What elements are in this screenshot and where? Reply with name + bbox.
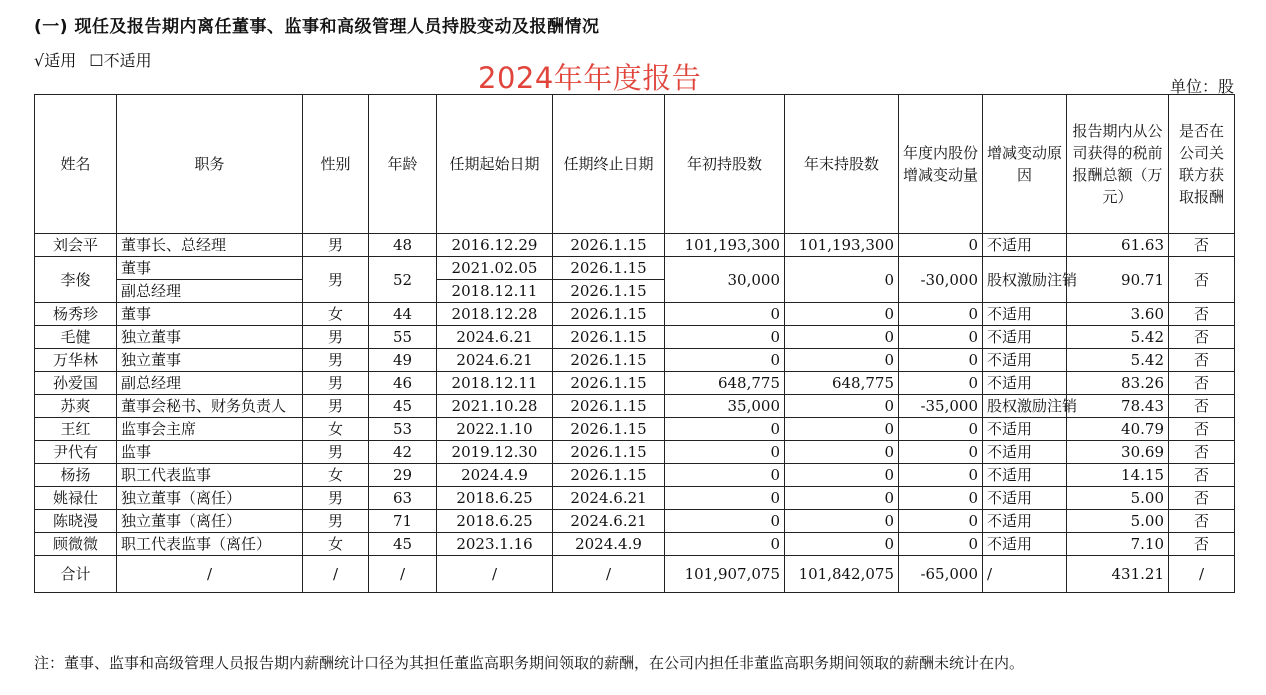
cell-shares-end: 0 xyxy=(785,395,899,418)
cell-share-change: 0 xyxy=(899,418,983,441)
report-watermark: 2024年年度报告 xyxy=(478,61,702,95)
cell-name: 陈晓漫 xyxy=(35,510,117,533)
cell-gender: 男 xyxy=(303,372,369,395)
cell-age: 42 xyxy=(369,441,437,464)
cell-name: 杨秀珍 xyxy=(35,303,117,326)
header-gender: 性别 xyxy=(303,95,369,234)
table-row xyxy=(35,533,1235,556)
cell-shares-begin: 0 xyxy=(665,418,785,441)
cell-gender: 男 xyxy=(303,510,369,533)
cell-gender: 男 xyxy=(303,487,369,510)
cell-change-reason: 不适用 xyxy=(983,326,1067,349)
header-age: 年龄 xyxy=(369,95,437,234)
cell-name: 姚禄仕 xyxy=(35,487,117,510)
cell-related-party: 否 xyxy=(1169,464,1235,487)
cell-gender: 女 xyxy=(303,418,369,441)
cell-pretax-pay: 61.63 xyxy=(1067,234,1169,257)
cell-change-reason: 不适用 xyxy=(983,349,1067,372)
cell-term-end: 2024.4.9 xyxy=(553,533,665,556)
cell-share-change: 0 xyxy=(899,533,983,556)
cell-name: 杨扬 xyxy=(35,464,117,487)
cell-name: 刘会平 xyxy=(35,234,117,257)
cell-position: 独立董事（离任） xyxy=(117,510,303,533)
total-related-party: / xyxy=(1169,556,1235,593)
cell-change-reason: 不适用 xyxy=(983,234,1067,257)
cell-change-reason: 股权激励注销 xyxy=(983,257,1067,303)
cell-age: 52 xyxy=(369,257,437,303)
cell-age: 49 xyxy=(369,349,437,372)
cell-term-start: 2024.4.9 xyxy=(437,464,553,487)
cell-gender: 女 xyxy=(303,303,369,326)
cell-gender: 女 xyxy=(303,464,369,487)
cell-related-party: 否 xyxy=(1169,303,1235,326)
cell-gender: 男 xyxy=(303,441,369,464)
cell-term-end: 2024.6.21 xyxy=(553,487,665,510)
cell-shares-end: 0 xyxy=(785,418,899,441)
header-pretax-pay: 报告期内从公司获得的税前报酬总额（万元） xyxy=(1067,95,1169,234)
cell-position: 董事长、总经理 xyxy=(117,234,303,257)
cell-term-start: 2018.6.25 xyxy=(437,510,553,533)
total-share-change: -65,000 xyxy=(899,556,983,593)
cell-gender: 男 xyxy=(303,395,369,418)
cell-shares-begin: 0 xyxy=(665,326,785,349)
cell-share-change: 0 xyxy=(899,464,983,487)
cell-share-change: 0 xyxy=(899,326,983,349)
cell-share-change: 0 xyxy=(899,510,983,533)
cell-name: 孙爱国 xyxy=(35,372,117,395)
cell-term-end: 2026.1.15 xyxy=(553,303,665,326)
cell-share-change: 0 xyxy=(899,303,983,326)
header-shares-begin: 年初持股数 xyxy=(665,95,785,234)
cell-related-party: 否 xyxy=(1169,510,1235,533)
cell-term-end: 2026.1.15 xyxy=(553,234,665,257)
cell-shares-end: 101,193,300 xyxy=(785,234,899,257)
cell-pretax-pay: 7.10 xyxy=(1067,533,1169,556)
cell-age: 45 xyxy=(369,533,437,556)
cell-gender: 男 xyxy=(303,234,369,257)
section-title: (一) 现任及报告期内离任董事、监事和高级管理人员持股变动及报酬情况 xyxy=(34,17,600,37)
cell-position: 监事 xyxy=(117,441,303,464)
footnote: 注：董事、监事和高级管理人员报告期内薪酬统计口径为其担任董监高职务期间领取的薪酬，在公司内担任非董监高职务期间领取的薪酬未统计在内。 xyxy=(34,654,1025,672)
cell-age: 63 xyxy=(369,487,437,510)
cell-name: 李俊 xyxy=(35,257,117,303)
cell-change-reason: 不适用 xyxy=(983,372,1067,395)
cell-term-start: 2024.6.21 xyxy=(437,326,553,349)
cell-gender: 男 xyxy=(303,326,369,349)
cell-term-end: 2026.1.15 xyxy=(553,257,665,280)
cell-share-change: -35,000 xyxy=(899,395,983,418)
header-position: 职务 xyxy=(117,95,303,234)
cell-term-end: 2026.1.15 xyxy=(553,349,665,372)
header-shares-end: 年末持股数 xyxy=(785,95,899,234)
cell-shares-begin: 30,000 xyxy=(665,257,785,303)
total-change-reason: / xyxy=(983,556,1067,593)
cell-share-change: 0 xyxy=(899,441,983,464)
cell-gender: 男 xyxy=(303,349,369,372)
cell-term-end: 2026.1.15 xyxy=(553,441,665,464)
cell-name: 毛健 xyxy=(35,326,117,349)
cell-shares-begin: 0 xyxy=(665,510,785,533)
cell-related-party: 否 xyxy=(1169,234,1235,257)
cell-shares-begin: 0 xyxy=(665,441,785,464)
cell-shares-end: 0 xyxy=(785,303,899,326)
cell-term-start: 2018.6.25 xyxy=(437,487,553,510)
cell-shares-end: 0 xyxy=(785,487,899,510)
total-shares-begin: 101,907,075 xyxy=(665,556,785,593)
total-term-end: / xyxy=(553,556,665,593)
cell-position: 副总经理 xyxy=(117,372,303,395)
table-row xyxy=(35,303,1235,326)
cell-share-change: 0 xyxy=(899,487,983,510)
cell-position: 副总经理 xyxy=(117,280,303,303)
cell-related-party: 否 xyxy=(1169,372,1235,395)
cell-pretax-pay: 5.00 xyxy=(1067,510,1169,533)
table-row xyxy=(35,372,1235,395)
cell-related-party: 否 xyxy=(1169,441,1235,464)
cell-pretax-pay: 78.43 xyxy=(1067,395,1169,418)
cell-related-party: 否 xyxy=(1169,326,1235,349)
cell-change-reason: 不适用 xyxy=(983,303,1067,326)
table-row xyxy=(35,326,1235,349)
cell-shares-end: 0 xyxy=(785,257,899,303)
cell-pretax-pay: 83.26 xyxy=(1067,372,1169,395)
cell-change-reason: 不适用 xyxy=(983,418,1067,441)
cell-share-change: 0 xyxy=(899,349,983,372)
cell-position: 独立董事 xyxy=(117,349,303,372)
cell-shares-end: 0 xyxy=(785,326,899,349)
cell-shares-begin: 0 xyxy=(665,349,785,372)
header-related-party-pay: 是否在公司关联方获取报酬 xyxy=(1169,95,1235,234)
total-label: 合计 xyxy=(35,556,117,593)
cell-shares-end: 0 xyxy=(785,510,899,533)
cell-term-end: 2026.1.15 xyxy=(553,280,665,303)
total-position: / xyxy=(117,556,303,593)
cell-age: 53 xyxy=(369,418,437,441)
cell-age: 46 xyxy=(369,372,437,395)
cell-term-start: 2023.1.16 xyxy=(437,533,553,556)
cell-term-end: 2026.1.15 xyxy=(553,326,665,349)
cell-name: 苏爽 xyxy=(35,395,117,418)
cell-age: 29 xyxy=(369,464,437,487)
applicability-options xyxy=(34,48,160,71)
header-name: 姓名 xyxy=(35,95,117,234)
cell-pretax-pay: 14.15 xyxy=(1067,464,1169,487)
cell-term-start: 2018.12.28 xyxy=(437,303,553,326)
header-change-reason: 增减变动原因 xyxy=(983,95,1067,234)
cell-shares-begin: 0 xyxy=(665,533,785,556)
total-age: / xyxy=(369,556,437,593)
cell-term-start: 2018.12.11 xyxy=(437,280,553,303)
header-row xyxy=(35,95,1235,234)
cell-term-start: 2016.12.29 xyxy=(437,234,553,257)
cell-pretax-pay: 90.71 xyxy=(1067,257,1169,303)
cell-age: 71 xyxy=(369,510,437,533)
unit-label: 单位：股 xyxy=(1169,77,1234,96)
table-row xyxy=(35,349,1235,372)
cell-age: 45 xyxy=(369,395,437,418)
total-pretax-pay: 431.21 xyxy=(1067,556,1169,593)
cell-pretax-pay: 5.00 xyxy=(1067,487,1169,510)
compensation-table xyxy=(34,94,1235,593)
cell-term-start: 2021.10.28 xyxy=(437,395,553,418)
table-row xyxy=(35,441,1235,464)
cell-pretax-pay: 5.42 xyxy=(1067,349,1169,372)
cell-change-reason: 不适用 xyxy=(983,533,1067,556)
table-row xyxy=(35,257,1235,280)
cell-position: 独立董事（离任） xyxy=(117,487,303,510)
cell-age: 55 xyxy=(369,326,437,349)
header-share-change: 年度内股份增减变动量 xyxy=(899,95,983,234)
cell-shares-begin: 35,000 xyxy=(665,395,785,418)
cell-shares-end: 0 xyxy=(785,441,899,464)
cell-term-start: 2018.12.11 xyxy=(437,372,553,395)
cell-pretax-pay: 40.79 xyxy=(1067,418,1169,441)
cell-pretax-pay: 3.60 xyxy=(1067,303,1169,326)
total-gender: / xyxy=(303,556,369,593)
cell-shares-end: 0 xyxy=(785,464,899,487)
cell-position: 董事 xyxy=(117,303,303,326)
cell-change-reason: 不适用 xyxy=(983,441,1067,464)
cell-change-reason: 股权激励注销 xyxy=(983,395,1067,418)
cell-age: 48 xyxy=(369,234,437,257)
cell-related-party: 否 xyxy=(1169,257,1235,303)
cell-shares-begin: 0 xyxy=(665,487,785,510)
table-row xyxy=(35,487,1235,510)
cell-shares-end: 648,775 xyxy=(785,372,899,395)
cell-shares-end: 0 xyxy=(785,349,899,372)
cell-gender: 男 xyxy=(303,257,369,303)
cell-term-start: 2019.12.30 xyxy=(437,441,553,464)
applicable-option: √适用 xyxy=(34,51,77,70)
cell-shares-begin: 101,193,300 xyxy=(665,234,785,257)
cell-related-party: 否 xyxy=(1169,349,1235,372)
cell-pretax-pay: 30.69 xyxy=(1067,441,1169,464)
cell-change-reason: 不适用 xyxy=(983,510,1067,533)
not-applicable-option: ☐不适用 xyxy=(89,51,152,70)
cell-age: 44 xyxy=(369,303,437,326)
cell-term-start: 2022.1.10 xyxy=(437,418,553,441)
cell-share-change: 0 xyxy=(899,372,983,395)
cell-pretax-pay: 5.42 xyxy=(1067,326,1169,349)
cell-share-change: 0 xyxy=(899,234,983,257)
cell-term-end: 2026.1.15 xyxy=(553,372,665,395)
cell-position: 董事 xyxy=(117,257,303,280)
cell-shares-end: 0 xyxy=(785,533,899,556)
cell-position: 董事会秘书、财务负责人 xyxy=(117,395,303,418)
table-row xyxy=(35,464,1235,487)
cell-term-end: 2024.6.21 xyxy=(553,510,665,533)
cell-name: 万华林 xyxy=(35,349,117,372)
header-term-end: 任期终止日期 xyxy=(553,95,665,234)
cell-term-start: 2024.6.21 xyxy=(437,349,553,372)
cell-position: 职工代表监事（离任） xyxy=(117,533,303,556)
cell-position: 职工代表监事 xyxy=(117,464,303,487)
cell-change-reason: 不适用 xyxy=(983,487,1067,510)
cell-term-end: 2026.1.15 xyxy=(553,395,665,418)
cell-shares-begin: 0 xyxy=(665,303,785,326)
header-term-start: 任期起始日期 xyxy=(437,95,553,234)
cell-shares-begin: 648,775 xyxy=(665,372,785,395)
cell-name: 王红 xyxy=(35,418,117,441)
cell-position: 独立董事 xyxy=(117,326,303,349)
total-row xyxy=(35,556,1235,593)
table-row xyxy=(35,418,1235,441)
cell-name: 尹代有 xyxy=(35,441,117,464)
cell-related-party: 否 xyxy=(1169,487,1235,510)
table-row xyxy=(35,234,1235,257)
cell-term-start: 2021.02.05 xyxy=(437,257,553,280)
cell-term-end: 2026.1.15 xyxy=(553,464,665,487)
cell-gender: 女 xyxy=(303,533,369,556)
total-term-start: / xyxy=(437,556,553,593)
cell-position: 监事会主席 xyxy=(117,418,303,441)
cell-shares-begin: 0 xyxy=(665,464,785,487)
table-row xyxy=(35,510,1235,533)
cell-related-party: 否 xyxy=(1169,395,1235,418)
total-shares-end: 101,842,075 xyxy=(785,556,899,593)
table-row xyxy=(35,395,1235,418)
cell-term-end: 2026.1.15 xyxy=(553,418,665,441)
cell-change-reason: 不适用 xyxy=(983,464,1067,487)
cell-related-party: 否 xyxy=(1169,533,1235,556)
cell-name: 顾微微 xyxy=(35,533,117,556)
cell-share-change: -30,000 xyxy=(899,257,983,303)
cell-related-party: 否 xyxy=(1169,418,1235,441)
